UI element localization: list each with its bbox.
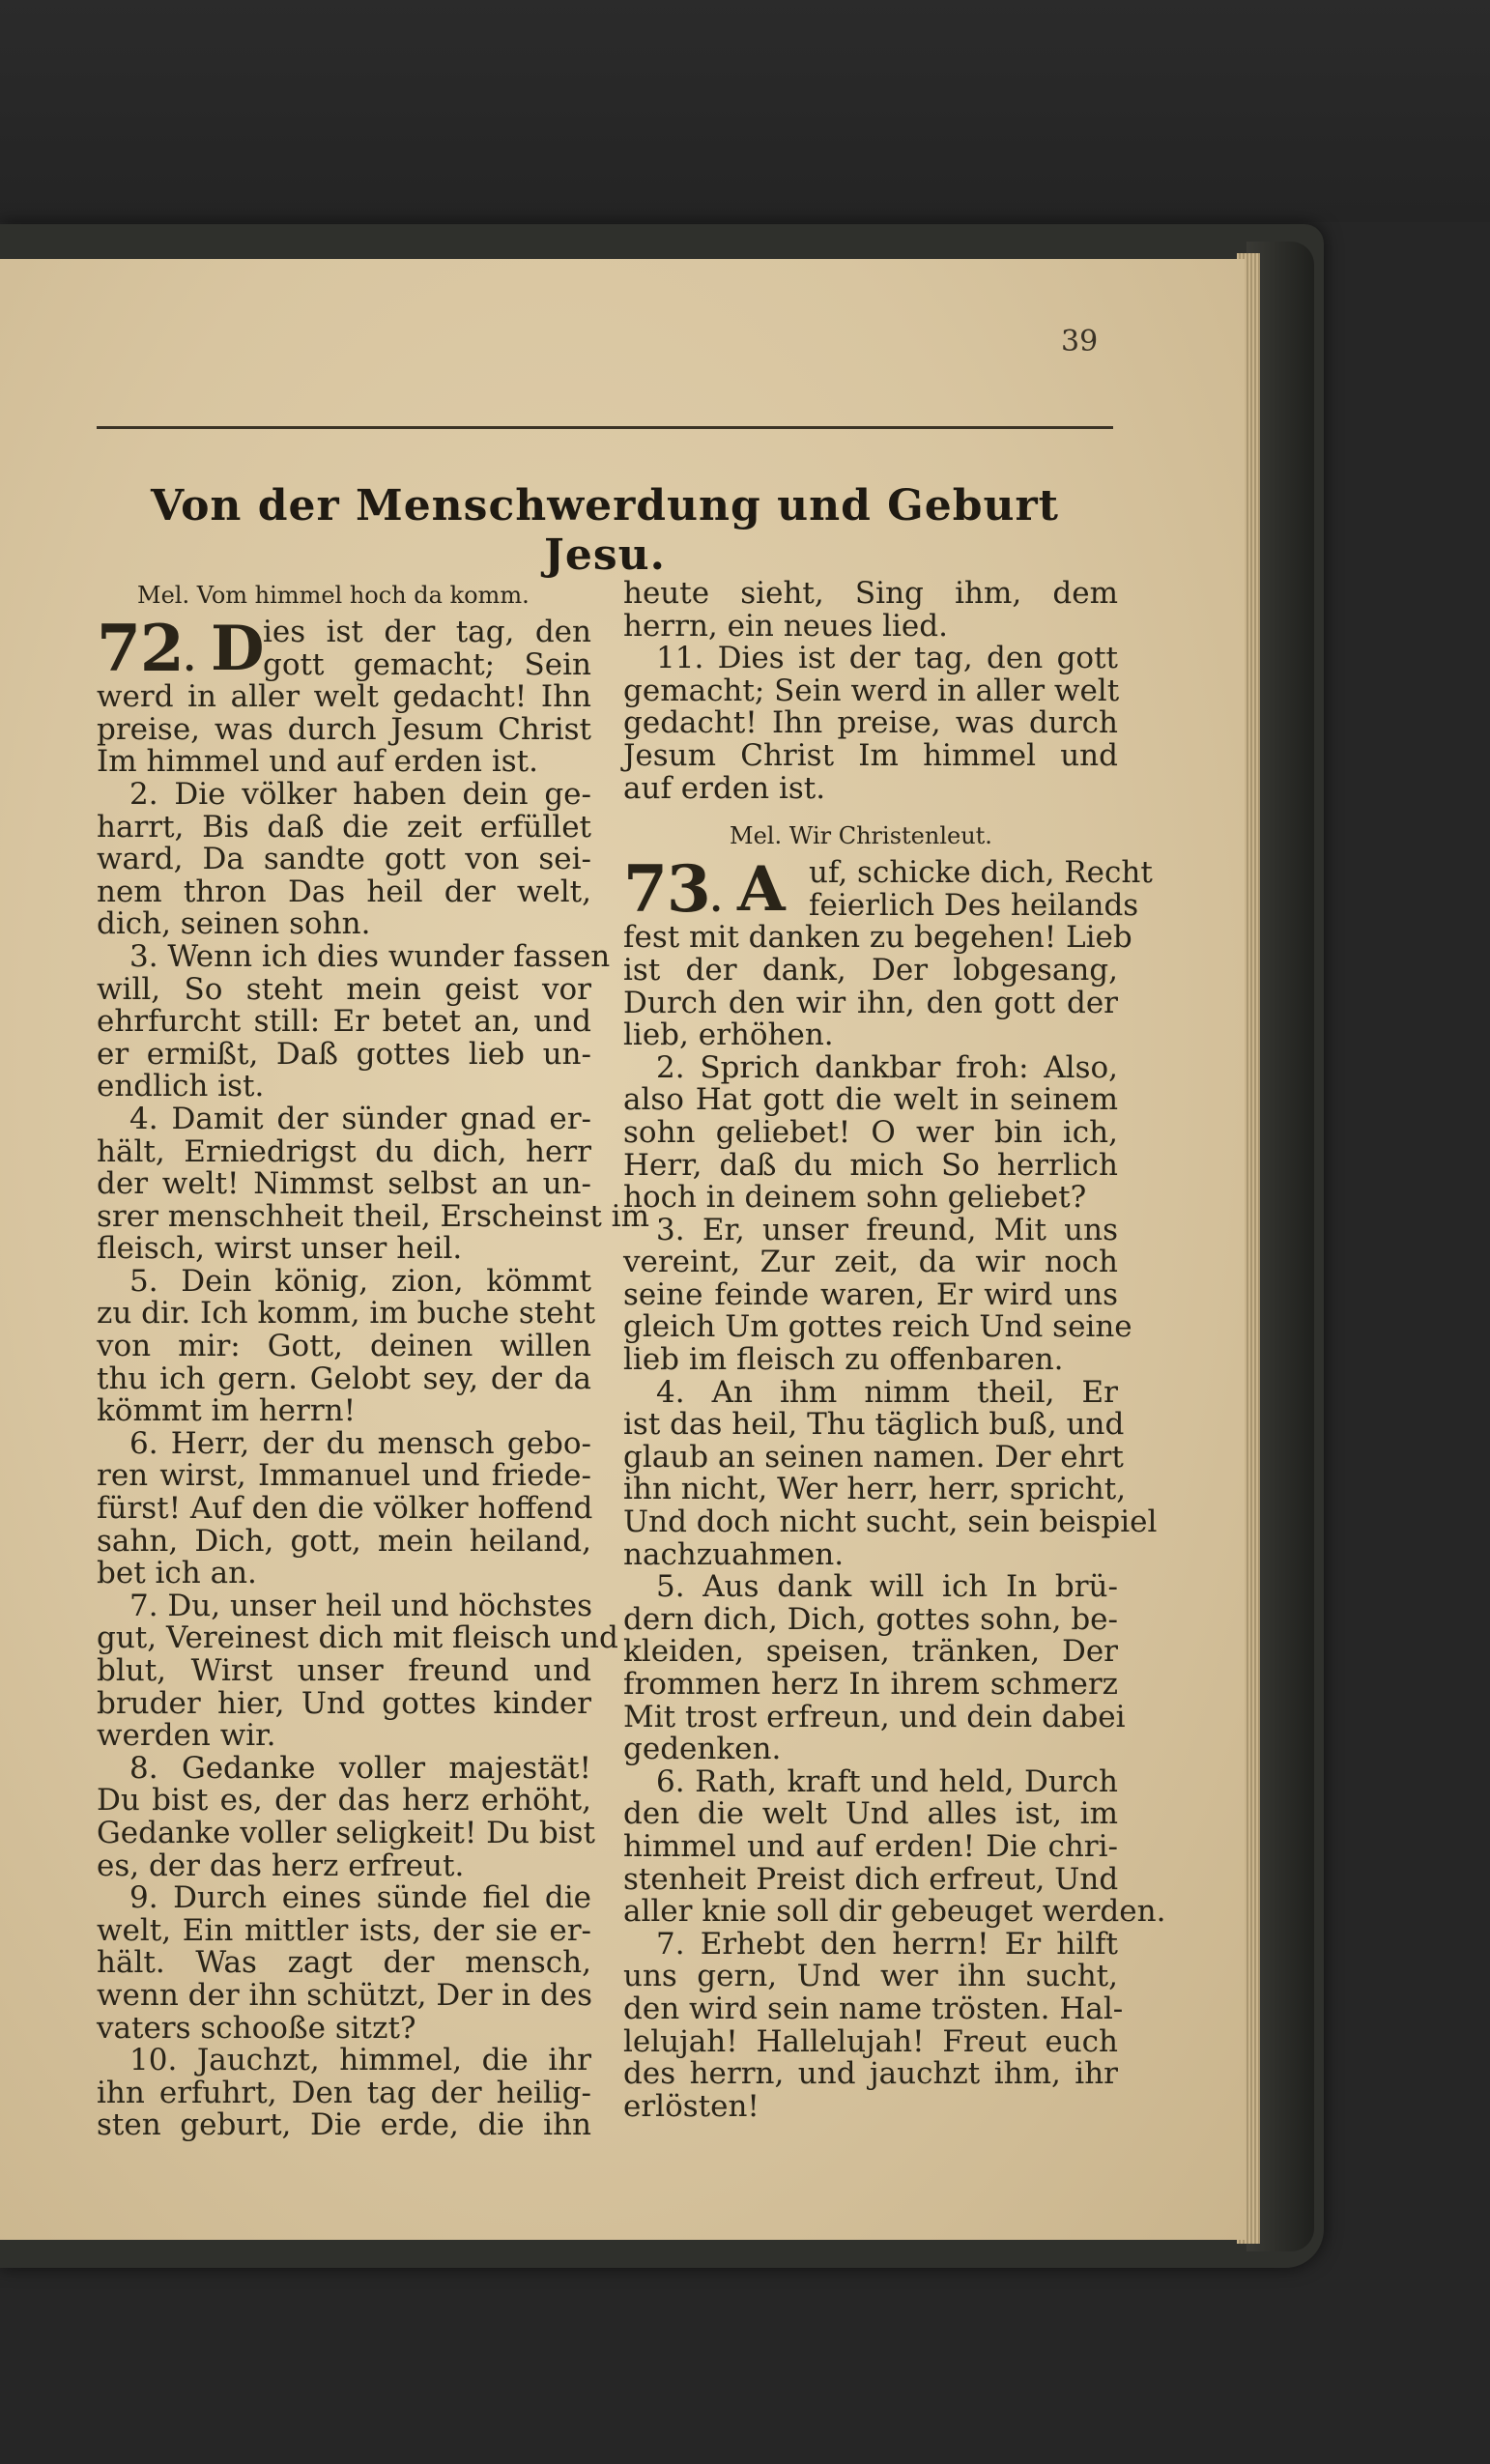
text-line: 4. Damit der sünder gnad er- [129, 1101, 591, 1136]
text-line: kömmt im herrn! [97, 1393, 357, 1429]
text-line: zu dir. Ich komm, im buche steht [97, 1296, 596, 1332]
text-line: hält, Erniedrigst du dich, herr [97, 1133, 591, 1169]
hymn-number: 73. [623, 851, 722, 928]
text-line: aller knie soll dir gebeuget werden. [623, 1894, 1166, 1930]
text-line: ren wirst, Immanuel und friede- [97, 1458, 591, 1494]
hymn-72-continued [623, 578, 1118, 805]
section-heading: Von der Menschwerdung und Geburt Jesu. [150, 481, 1060, 580]
hymn-number: 72. [97, 611, 195, 686]
text-line: gleich Um gottes reich Und seine [623, 1309, 1132, 1345]
left-column [97, 578, 649, 2143]
text-line: 7. Erhebt den herrn! Er hilft [656, 1926, 1118, 1962]
text-line: Jesum Christ Im himmel und [623, 737, 1118, 773]
hymn-first-lines [809, 855, 1153, 923]
text-line: sten geburt, Die erde, die ihn [97, 2107, 591, 2143]
text-line: Gedanke voller seligkeit! Du bist [97, 1815, 595, 1850]
text-line: nem thron Das heil der welt, [97, 874, 591, 909]
text-line: auf erden ist. [623, 770, 826, 806]
text-line: stenheit Preist dich erfreut, Und [623, 1861, 1119, 1897]
text-line: den die welt Und alles ist, im [623, 1796, 1118, 1832]
text-line: endlich ist. [97, 1069, 265, 1104]
page-number: 39 [1061, 325, 1099, 358]
text-line: ies ist der tag, den [263, 615, 591, 649]
text-line: 8. Gedanke voller majestät! [129, 1750, 591, 1786]
text-line: thu ich gern. Gelobt sey, der da [97, 1361, 591, 1396]
text-line: gut, Vereinest dich mit fleisch und [97, 1620, 618, 1656]
text-line: bet ich an. [97, 1556, 257, 1591]
book-page [0, 259, 1245, 2240]
text-line: 6. Rath, kraft und held, Durch [656, 1763, 1118, 1799]
text-line: dich, seinen sohn. [97, 906, 371, 942]
text-line: ist das heil, Thu täglich buß, und [623, 1407, 1125, 1443]
text-line: von mir: Gott, deinen willen [97, 1329, 591, 1364]
text-line: Du bist es, der das herz erhöht, [97, 1783, 591, 1819]
text-line: fest mit danken zu begehen! Lieb [623, 920, 1132, 956]
text-line: sahn, Dich, gott, mein heiland, [97, 1523, 591, 1559]
text-line: der welt! Nimmst selbst an un- [97, 1166, 591, 1202]
text-line: 4. An ihm nimm theil, Er [656, 1374, 1118, 1410]
text-line: 6. Herr, der du mensch gebo- [129, 1425, 591, 1461]
text-line: glaub an seinen namen. Der ehrt [623, 1439, 1124, 1475]
text-line: 7. Du, unser heil und höchstes [129, 1588, 593, 1623]
text-line: Im himmel und auf erden ist. [97, 744, 538, 780]
hymn-72-text [97, 679, 649, 2143]
text-line: ward, Da sandte gott von sei- [97, 842, 591, 877]
text-line: harrt, Bis daß die zeit erfüllet [97, 809, 591, 845]
text-line: erlösten! [623, 2088, 759, 2124]
text-line: Mit trost erfreun, und dein dabei [623, 1699, 1126, 1734]
melody-note: Mel. Vom himmel hoch da komm. [137, 582, 530, 609]
text-line: Und doch nicht sucht, sein beispiel [623, 1504, 1158, 1540]
background [0, 0, 1490, 222]
hymn-72-opening [97, 611, 591, 686]
text-line: bruder hier, Und gottes kinder [97, 1685, 591, 1721]
text-line: gedacht! Ihn preise, was durch [623, 705, 1118, 741]
text-line: gemacht; Sein werd in aller welt [623, 673, 1120, 708]
text-line: wenn der ihn schützt, Der in des [97, 1977, 593, 2013]
text-line: hält. Was zagt der mensch, [97, 1945, 591, 1981]
text-line: gedenken. [623, 1732, 782, 1767]
text-line: vereint, Zur zeit, da wir noch [623, 1245, 1118, 1280]
text-line: 5. Aus dank will ich In brü- [656, 1569, 1118, 1605]
text-line: lieb, erhöhen. [623, 1017, 834, 1053]
text-line: werden wir. [97, 1718, 276, 1754]
text-line: lelujah! Hallelujah! Freut euch [623, 2023, 1118, 2059]
right-column [623, 576, 1166, 2124]
text-line: uf, schicke dich, Recht [809, 855, 1153, 891]
text-line: himmel und auf erden! Die chri- [623, 1828, 1118, 1864]
text-line: 11. Dies ist der tag, den gott [656, 641, 1118, 676]
hymn-73-text [623, 920, 1166, 2124]
text-line: vaters schooße sitzt? [97, 2010, 416, 2046]
text-line: fleisch, wirst unser heil. [97, 1231, 463, 1267]
hymn-73-opening [623, 851, 1153, 928]
text-line: heute sieht, Sing ihm, dem [623, 576, 1118, 611]
text-line: welt, Ein mittler ists, der sie er- [97, 1912, 591, 1948]
text-line: ihn erfuhrt, Den tag der heilig- [97, 2075, 591, 2110]
text-line: ist der dank, Der lobgesang, [623, 952, 1118, 988]
text-line: srer menschheit theil, Erscheinst im [97, 1198, 649, 1234]
text-line: dern dich, Dich, gottes sohn, be- [623, 1601, 1118, 1637]
text-line: nachzuahmen. [623, 1536, 845, 1572]
text-line: den wird sein name trösten. Hal- [623, 1991, 1124, 2026]
text-line: 3. Wenn ich dies wunder fassen [129, 938, 611, 974]
text-line: will, So steht mein geist vor [97, 971, 591, 1007]
melody-note: Mel. Wir Christenleut. [730, 822, 992, 850]
text-line: also Hat gott die welt in seinem [623, 1082, 1118, 1118]
text-line: Herr, daß du mich So herrlich [623, 1147, 1118, 1183]
text-line: 9. Durch eines sünde fiel die [129, 1880, 591, 1916]
text-line: ehrfurcht still: Er betet an, und [97, 1004, 591, 1040]
text-line: werd in aller welt gedacht! Ihn [97, 679, 591, 715]
text-line: 10. Jauchzt, himmel, die ihr [129, 2043, 591, 2078]
text-line: 2. Sprich dankbar froh: Also, [656, 1049, 1118, 1085]
text-line: 3. Er, unser freund, Mit uns [656, 1212, 1118, 1247]
text-line: frommen herz In ihrem schmerz [623, 1667, 1118, 1702]
text-line: fürst! Auf den die völker hoffend [97, 1491, 593, 1527]
header-rule [97, 426, 1113, 429]
text-line: 2. Die völker haben dein ge- [129, 776, 591, 812]
text-line: des herrn, und jauchzt ihm, ihr [623, 2056, 1118, 2092]
hymn-first-lines [263, 616, 591, 681]
text-line: sohn geliebet! O wer bin ich, [623, 1114, 1118, 1150]
text-line: es, der das herz erfreut. [97, 1848, 465, 1883]
text-line: hoch in deinem sohn geliebet? [623, 1180, 1087, 1216]
text-line: seine feinde waren, Er wird uns [623, 1276, 1118, 1312]
text-line: preise, was durch Jesum Christ [97, 711, 591, 747]
text-line: uns gern, Und wer ihn sucht, [623, 1959, 1118, 1994]
text-line: ihn nicht, Wer herr, herr, spricht, [623, 1472, 1127, 1507]
text-line: kleiden, speisen, tränken, Der [623, 1634, 1118, 1670]
text-line: lieb im fleisch zu offenbaren. [623, 1342, 1064, 1378]
text-line: 5. Dein könig, zion, kömmt [129, 1263, 591, 1299]
text-line: er ermißt, Daß gottes lieb un- [97, 1036, 591, 1072]
drop-cap: A [737, 853, 786, 927]
text-line: gott gemacht; Sein [263, 646, 591, 682]
drop-cap: D [211, 613, 265, 685]
text-line: Durch den wir ihn, den gott der [623, 985, 1118, 1020]
text-line: herrn, ein neues lied. [623, 608, 948, 644]
text-line: feierlich Des heilands [809, 887, 1139, 923]
text-line: blut, Wirst unser freund und [97, 1653, 591, 1688]
